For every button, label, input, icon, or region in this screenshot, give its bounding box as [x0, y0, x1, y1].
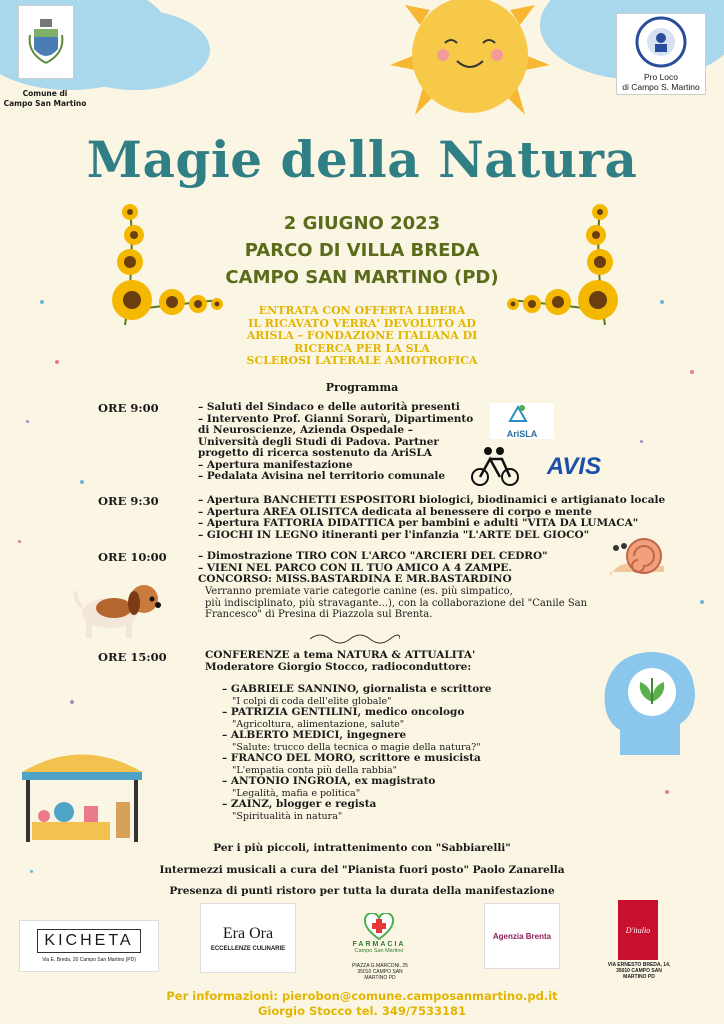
- confetti-dot: [660, 300, 664, 304]
- food-points: Presenza di punti ristoro per tutta la durata della manifestazione: [169, 885, 555, 897]
- arisla-mark-icon: [490, 403, 554, 425]
- cyclists-icon: [470, 445, 520, 487]
- note-line: più indisciplinato, più stravagante...), con la collaborazione del "Canile San: [205, 597, 588, 609]
- comune-label-line2: Campo San Martino: [3, 99, 87, 108]
- time-slot-1000: ORE 10:00: [98, 550, 167, 564]
- comune-logo: [18, 5, 74, 79]
- entry-line: IL RICAVATO VERRA' DEVOLUTO AD: [248, 316, 476, 330]
- schedule-0930-items: [198, 494, 666, 541]
- list-item: – Apertura FATTORIA DIDATTICA per bambini e adulti "VITA DA LUMACA": [198, 517, 639, 529]
- speaker-talk: "L'empatia conta più della rabbia": [232, 764, 398, 776]
- schedule-1000-notes: [205, 586, 588, 621]
- event-city: CAMPO SAN MARTINO (PD): [225, 267, 499, 288]
- confetti-dot: [80, 480, 84, 484]
- speaker-talk: "Agricoltura, alimentazione, salute": [232, 718, 405, 730]
- cloud-left-2: [60, 10, 210, 90]
- confetti-dot: [665, 790, 669, 794]
- schedule-0900-items: [198, 402, 498, 483]
- confetti-dot: [70, 700, 74, 704]
- list-item: di Neuroscienze, Azienda Ospedale –: [198, 424, 414, 436]
- page-title: Magie della Natura: [86, 130, 638, 189]
- sponsor-kicheta: [19, 920, 159, 972]
- contact-phone: Giorgio Stocco tel. 349/7533181: [257, 1004, 467, 1018]
- event-info: [150, 210, 574, 291]
- list-item: – Pedalata Avisina nel territorio comunale: [198, 470, 446, 482]
- eraora-sub: ECCELLENZE CULINARIE: [210, 945, 286, 952]
- coat-of-arms-icon: [26, 17, 66, 67]
- kids-entertainment: Per i più piccoli, intrattenimento con "Sabbiarelli": [213, 842, 511, 854]
- arisla-logo: [490, 403, 554, 439]
- entry-line: RICERCA PER LA SLA: [294, 341, 430, 355]
- dvitalio-address: VIA ERNESTO BREDA, 14, 35010 CAMPO SAN MARTINO PD: [607, 962, 671, 980]
- event-place: PARCO DI VILLA BREDA: [244, 240, 480, 261]
- confetti-dot: [18, 540, 21, 543]
- event-date: 2 GIUGNO 2023: [283, 213, 441, 234]
- entry-line: ARISLA – FONDAZIONE ITALIANA DI: [246, 329, 478, 342]
- confetti-dot: [700, 600, 704, 604]
- note-line: Francesco" di Presina di Piazzola sul Brenta.: [205, 609, 433, 620]
- list-item: – Apertura BANCHETTI ESPOSITORI biologici, biodinamici e artigianato locale: [198, 494, 666, 506]
- confetti-dot: [30, 870, 33, 873]
- head-leaf-icon: [600, 650, 700, 760]
- arisla-text: AriSLA: [506, 429, 538, 439]
- sponsor-farmacia: [345, 903, 413, 963]
- list-item: – Apertura manifestazione: [198, 458, 353, 471]
- speaker-name: – ALBERTO MEDICI, ingegnere: [222, 729, 407, 741]
- speaker-talk: "Legalità, mafia e politica": [232, 787, 361, 799]
- speaker-name: – ZAINZ, blogger e regista: [222, 798, 377, 810]
- farmacia-sub: Campo San Martino: [354, 947, 404, 954]
- entry-line: ENTRATA CON OFFERTA LIBERA: [258, 304, 466, 317]
- divider-flourish: [310, 630, 400, 642]
- confetti-dot: [26, 420, 29, 423]
- speaker-name: – ANTONIO INGROIA, ex magistrato: [222, 775, 436, 787]
- proloco-label-line1: Pro Loco: [643, 72, 679, 82]
- list-item: – Apertura AREA OLISITCA dedicata al benessere di corpo e mente: [198, 505, 592, 518]
- list-item: progetto di ricerca sostenuto da AriSLA: [198, 447, 432, 459]
- speaker-talk: "Spiritualità in natura": [232, 810, 343, 822]
- confetti-dot: [640, 440, 643, 443]
- avis-text: AVIS: [546, 453, 602, 480]
- speaker-talk: "Salute: trucco della tecnica o magie della natura?": [232, 741, 481, 753]
- sponsor-eraora: [200, 903, 296, 973]
- list-item: – Saluti del Sindaco e delle autorità presenti: [198, 401, 460, 413]
- agenzia-name: Agenzia Brenta: [492, 931, 552, 941]
- confetti-dot: [55, 360, 59, 364]
- conference-moderator: Moderatore Giorgio Stocco, radioconduttore:: [205, 660, 472, 673]
- market-stall-icon: [12, 742, 152, 847]
- speaker-name: – FRANCO DEL MORO, scrittore e musicista: [222, 752, 481, 764]
- farmacia-heart-icon: [364, 913, 394, 941]
- list-item: CONCORSO: MISS.BASTARDINA E MR.BASTARDINO: [198, 573, 512, 585]
- speakers-list: [222, 684, 522, 822]
- proloco-logo: [616, 13, 706, 95]
- confetti-dot: [40, 300, 44, 304]
- proloco-label-line2: di Campo S. Martino: [622, 82, 700, 92]
- programma-heading: Programma: [325, 381, 399, 394]
- dog-icon: [72, 575, 167, 640]
- list-item: Università degli Studi di Padova. Partner: [198, 435, 439, 448]
- list-item: – GIOCHI IN LEGNO itineranti per l'infanzia "L'ARTE DEL GIOCO": [198, 528, 590, 541]
- farmacia-name: FARMACIA: [352, 940, 406, 948]
- speaker-name: – GABRIELE SANNINO, giornalista e scrittore: [222, 683, 492, 695]
- list-item: – Dimostrazione TIRO CON L'ARCO "ARCIERI DEL CEDRO": [198, 550, 548, 562]
- list-item: – VIENI NEL PARCO CON IL TUO AMICO A 4 ZAMPE.: [198, 561, 513, 574]
- avis-logo: [532, 454, 616, 488]
- schedule-1000-items: [198, 550, 548, 586]
- conference-heading: [205, 650, 505, 673]
- sun-icon: [385, 0, 555, 125]
- time-slot-0930: ORE 9:30: [98, 494, 159, 508]
- proloco-seal-icon: [617, 14, 705, 68]
- speaker-talk: "I colpi di coda dell'elite globale": [232, 695, 392, 707]
- eraora-name: Era Ora: [222, 924, 274, 942]
- entry-line: SCLEROSI LATERALE AMIOTROFICA: [246, 354, 478, 367]
- time-slot-0900: ORE 9:00: [98, 401, 159, 415]
- sponsor-agenzia-brenta: [484, 903, 560, 969]
- music-intermezzi: Intermezzi musicali a cura del "Pianista fuori posto" Paolo Zanarella: [159, 864, 565, 876]
- contact-email: Per informazioni: pierobon@comune.camposanmartino.pd.it: [166, 989, 558, 1003]
- note-line: Verranno premiate varie categorie canine (es. più simpatico,: [205, 586, 513, 597]
- dvitalio-name: D'italio: [625, 925, 651, 935]
- list-item: – Intervento Prof. Gianni Sorarù, Dipartimento: [198, 412, 474, 425]
- snail-icon: [608, 530, 666, 580]
- entry-notice: [220, 305, 504, 368]
- kicheta-name: KICHETA: [37, 929, 140, 953]
- comune-label-line1: Comune di: [22, 89, 68, 98]
- speaker-name: – PATRIZIA GENTILINI, medico oncologo: [222, 706, 465, 718]
- kicheta-address: Via E. Breda, 20 Campo San Martino (PD): [42, 957, 136, 963]
- farmacia-address: PIAZZA G.MARCONI, 25 35010 CAMPO SAN MARTINO PD: [352, 963, 408, 981]
- sponsor-dvitalio: [618, 900, 658, 960]
- confetti-dot: [690, 370, 694, 374]
- comune-label: [0, 89, 90, 109]
- conference-title: CONFERENZE a tema NATURA & ATTUALITA': [205, 649, 476, 661]
- time-slot-1500: ORE 15:00: [98, 650, 167, 664]
